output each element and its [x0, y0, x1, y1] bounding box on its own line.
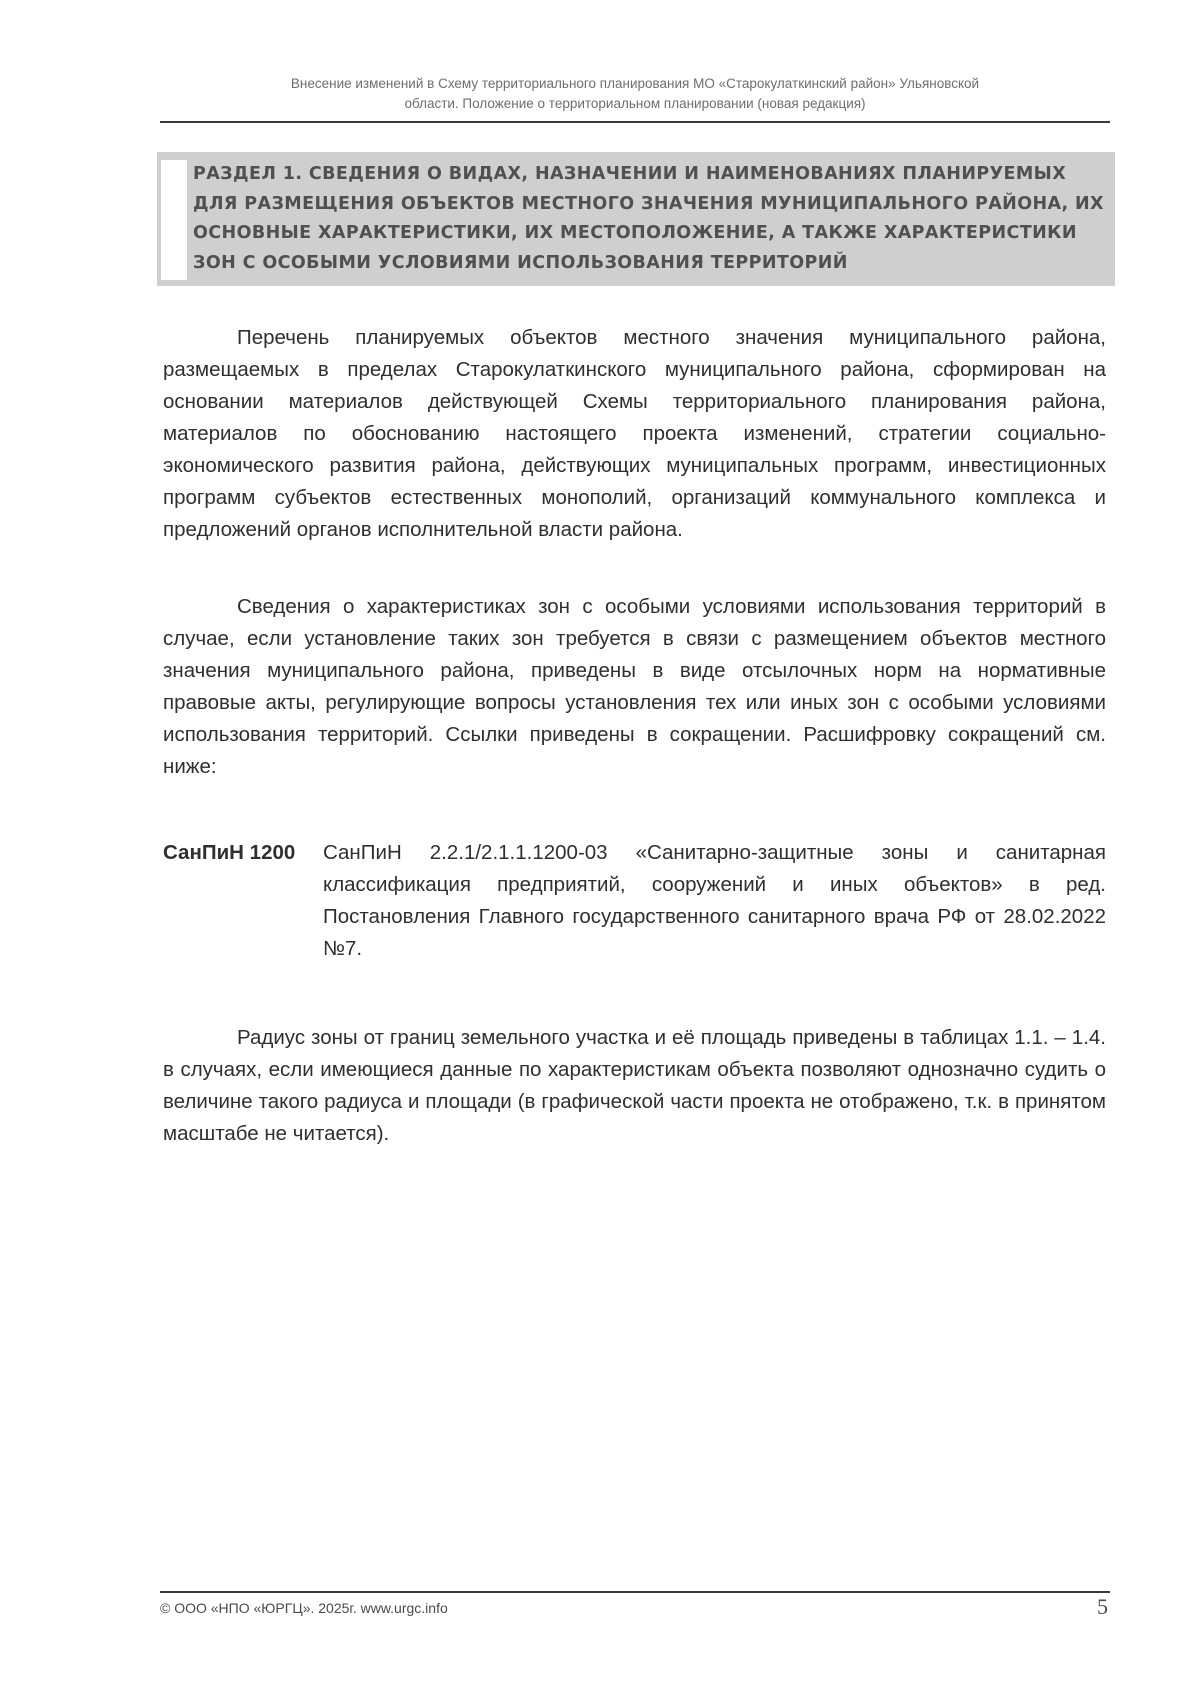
section-banner	[157, 152, 1115, 286]
paragraph-text: Перечень планируемых объектов местного значения муниципального района, размещаемых в пределах Старокулаткинского муниципального района, сформирован на основании материалов действующей Схемы территориального планирования района, материалов по обоснованию настоящего проекта изменений, стратегии социально-экономического развития района, действующих муниципальных программ, инвестиционных программ субъектов естественных монополий, организаций коммунального комплекса и предложений органов исполнительной власти района.	[163, 326, 1106, 541]
header-line-2: области. Положение о территориальном планировании (новая редакция)	[404, 96, 866, 111]
abbreviation-definition: СанПиН 2.2.1/2.1.1.1200-03 «Санитарно-защитные зоны и санитарная классификация предприятий, сооружений и иных объектов» в ред. Постановления Главного государственного санитарного врача РФ от 28.02.2022 №7.	[323, 841, 1106, 960]
paragraph-text: Сведения о характеристиках зон с особыми условиями использования территорий в случае, если установление таких зон требуется в связи с размещением объектов местного значения муниципального района, приведены в виде отсылочных норм на нормативные правовые акты, регулирующие вопросы установления тех или иных зон с особыми условиями использования территорий. Ссылки приведены в сокращении. Расшифровку сокращений см. ниже:	[163, 595, 1106, 778]
banner-marker	[161, 160, 187, 280]
footer-divider	[160, 1591, 1110, 1593]
paragraph-text: Радиус зоны от границ земельного участка и её площадь приведены в таблицах 1.1. – 1.4. в случаях, если имеющиеся данные по характеристикам объекта позволяют однозначно судить о величине такого радиуса и площади (в графической части проекта не отображено, т.к. в принятом масштабе не читается).	[163, 1026, 1106, 1145]
body-paragraph-1	[163, 322, 1106, 546]
body-paragraph-3	[163, 1022, 1106, 1150]
header-line-1: Внесение изменений в Схему территориального планирования МО «Старокулаткинский район» Ульяновской	[290, 76, 980, 91]
body-paragraph-2	[163, 591, 1106, 783]
header-divider	[160, 121, 1110, 123]
page-header	[160, 74, 1110, 114]
section-title: РАЗДЕЛ 1. СВЕДЕНИЯ О ВИДАХ, НАЗНАЧЕНИИ И НАИМЕНОВАНИЯХ ПЛАНИРУЕМЫХ ДЛЯ РАЗМЕЩЕНИЯ ОБЪЕКТОВ МЕСТНОГО ЗНАЧЕНИЯ МУНИЦИПАЛЬНОГО РАЙОНА, ИХ ОСНОВНЫЕ ХАРАКТЕРИСТИКИ, ИХ МЕСТОПОЛОЖЕНИЕ, А ТАКЖЕ ХАРАКТЕРИСТИКИ ЗОН С ОСОБЫМИ УСЛОВИЯМИ ИСПОЛЬЗОВАНИЯ ТЕРРИТОРИЙ	[193, 164, 1104, 273]
abbreviation-entry	[163, 837, 1106, 965]
footer-copyright: © ООО «НПО «ЮРГЦ». 2025г. www.urgc.info	[160, 1600, 448, 1616]
abbreviation-term: СанПиН 1200	[163, 841, 296, 864]
page-number: 5	[1097, 1594, 1108, 1619]
